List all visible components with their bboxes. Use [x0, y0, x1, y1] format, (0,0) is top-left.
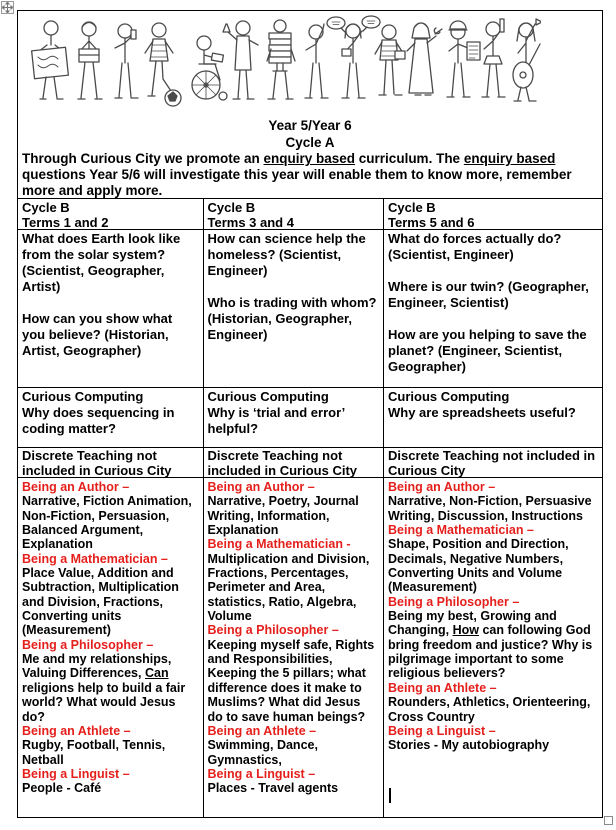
doc-title-cycle: Cycle A	[285, 135, 335, 150]
subject-detail-mathematician: Shape, Position and Direction, Decimals, Negative Numbers, Converting Units and Volume (Measurement)	[388, 537, 569, 595]
subject-heading-philosopher: Being a Philosopher –	[22, 637, 154, 652]
enquiry-question: How are you helping to save the planet? (Engineer, Scientist, Geographer)	[388, 327, 587, 374]
questions-cell-3	[383, 230, 602, 387]
curriculum-table	[17, 10, 603, 818]
enquiry-question: What does Earth look like from the solar system? (Scientist, Geographer, Artist)	[22, 231, 181, 294]
subject-heading-philosopher: Being a Philosopher –	[388, 594, 520, 609]
intro-text-3: questions Year 5/6 will investigate this year will enable them to know more, remember more and apply more.	[22, 167, 572, 198]
subject-detail-mathematician: Place Value, Addition and Subtraction, Multiplication and Division, Fractions, Converting units (Measurement)	[22, 566, 179, 638]
philosopher-underline: Can	[144, 666, 169, 681]
subject-heading-author: Being an Author –	[207, 480, 315, 494]
philosopher-text: religions help to build a fair world? What would Jesus do?	[22, 680, 186, 724]
subject-heading-author: Being an Author –	[388, 480, 496, 494]
philosopher-underline: How	[452, 623, 479, 638]
enquiry-question: Where is our twin? (Geographer, Engineer, Scientist)	[388, 279, 589, 310]
intro-underline-1: enquiry based	[263, 151, 356, 166]
subject-detail-athlete: Rugby, Football, Tennis, Netball	[22, 738, 166, 767]
header-cell-terms-1-2	[18, 199, 203, 229]
philosopher-text: Being my best, Growing and Changing,	[388, 609, 557, 638]
subject-heading-athlete: Being an Athlete –	[207, 723, 317, 738]
doc-title-year: Year 5/Year 6	[268, 118, 352, 133]
computing-cell-2	[203, 388, 384, 447]
questions-cell-2	[203, 230, 384, 387]
subject-detail-linguist: People - Café	[22, 781, 102, 796]
subject-detail-philosopher	[388, 609, 598, 681]
curious-computing-row	[18, 387, 602, 447]
header-terms: Terms 1 and 2	[22, 215, 109, 229]
header-cell-terms-5-6	[383, 199, 602, 229]
text-cursor	[389, 788, 391, 803]
subjects-cell-1	[18, 478, 203, 817]
enquiry-question: What do forces actually do? (Scientist, Engineer)	[388, 231, 562, 262]
subject-heading-linguist: Being a Linguist –	[388, 723, 496, 738]
move-icon	[2, 2, 13, 13]
computing-title: Curious Computing	[388, 389, 510, 404]
subject-detail-linguist: Stories - My autobiography	[388, 738, 550, 753]
intro-paragraph	[18, 151, 602, 198]
questions-cell-1	[18, 230, 203, 387]
subject-detail-philosopher	[22, 652, 199, 724]
children-illustration	[21, 15, 541, 111]
header-art-container	[18, 11, 602, 117]
subject-heading-mathematician: Being a Mathematician –	[388, 523, 534, 538]
header-cycle: Cycle B	[388, 200, 436, 215]
discrete-cell-3: Discrete Teaching not included in Curious City	[383, 448, 602, 477]
table-header-row	[18, 198, 602, 229]
discrete-cell-2: Discrete Teaching not included in Curious City	[203, 448, 384, 477]
discrete-teaching-row	[18, 447, 602, 477]
enquiry-question: Who is trading with whom? (Historian, Geographer, Engineer)	[207, 295, 377, 342]
intro-cell	[18, 11, 602, 198]
header-cycle: Cycle B	[22, 200, 70, 215]
subject-heading-athlete: Being an Athlete –	[22, 723, 131, 738]
intro-text-1: Through Curious City we promote an	[22, 151, 264, 166]
subject-detail-mathematician: Multiplication and Division, Fractions, Percentages, Perimeter and Area, statistics, Ratio, Algebra, Volume	[207, 551, 370, 624]
header-cycle: Cycle B	[207, 200, 256, 215]
subject-heading-linguist: Being a Linguist –	[207, 766, 316, 781]
computing-title: Curious Computing	[22, 389, 144, 404]
subject-detail-author: Narrative, Non-Fiction, Persuasive Writing, Discussion, Instructions	[388, 494, 592, 523]
subject-detail-athlete: Swimming, Dance, Gymnastics,	[207, 738, 318, 767]
computing-question: Why does sequencing in coding matter?	[22, 405, 175, 436]
subjects-cell-3	[383, 478, 602, 817]
discrete-cell-1: Discrete Teaching not included in Curious City	[22, 448, 172, 477]
subjects-row	[18, 477, 602, 817]
subject-detail-linguist: Places - Travel agents	[207, 781, 339, 796]
computing-title: Curious Computing	[207, 389, 329, 404]
header-cell-terms-3-4	[203, 199, 384, 229]
philosopher-text: can following God bring freedom and justice? Why is pilgrimage important to some religious believers?	[388, 623, 593, 681]
intro-underline-2: enquiry based	[463, 151, 556, 166]
subject-heading-mathematician: Being a Mathematician –	[22, 551, 168, 566]
intro-text-2: curriculum. The	[355, 151, 464, 166]
computing-cell-3	[383, 388, 602, 447]
enquiry-question: How can you show what you believe? (Historian, Artist, Geographer)	[22, 311, 173, 358]
table-resize-handle[interactable]	[604, 816, 613, 825]
philosopher-text: Keeping myself safe, Rights and Responsibilities, Keeping the 5 pillars; what difference does it make to Muslims? What did Jesus do to save human beings?	[207, 637, 375, 724]
computing-question: Why is ‘trial and error’ helpful?	[207, 405, 345, 436]
computing-question: Why are spreadsheets useful?	[388, 405, 576, 420]
subject-heading-mathematician: Being a Mathematician -	[207, 537, 351, 552]
header-terms: Terms 3 and 4	[207, 215, 294, 229]
enquiry-question: How can science help the homeless? (Scientist, Engineer)	[207, 231, 366, 278]
subject-detail-author: Narrative, Poetry, Journal Writing, Information, Explanation	[207, 494, 359, 538]
subject-heading-athlete: Being an Athlete –	[388, 680, 497, 695]
subjects-cell-2	[203, 478, 384, 817]
subject-detail-philosopher	[208, 638, 380, 724]
subject-detail-author: Narrative, Fiction Animation, Non-Fiction, Persuasion, Balanced Argument, Explanation	[22, 494, 192, 552]
philosopher-text: Me and my relationships, Valuing Differences,	[22, 652, 172, 681]
enquiry-questions-row	[18, 229, 602, 387]
table-move-handle[interactable]	[1, 1, 14, 14]
subject-heading-philosopher: Being a Philosopher –	[207, 623, 339, 638]
computing-cell-1	[18, 388, 203, 447]
header-terms: Terms 5 and 6	[388, 215, 475, 229]
subject-detail-athlete: Rounders, Athletics, Orienteering, Cross Country	[388, 695, 591, 724]
subject-heading-author: Being an Author –	[22, 480, 130, 494]
subject-heading-linguist: Being a Linguist –	[22, 766, 130, 781]
